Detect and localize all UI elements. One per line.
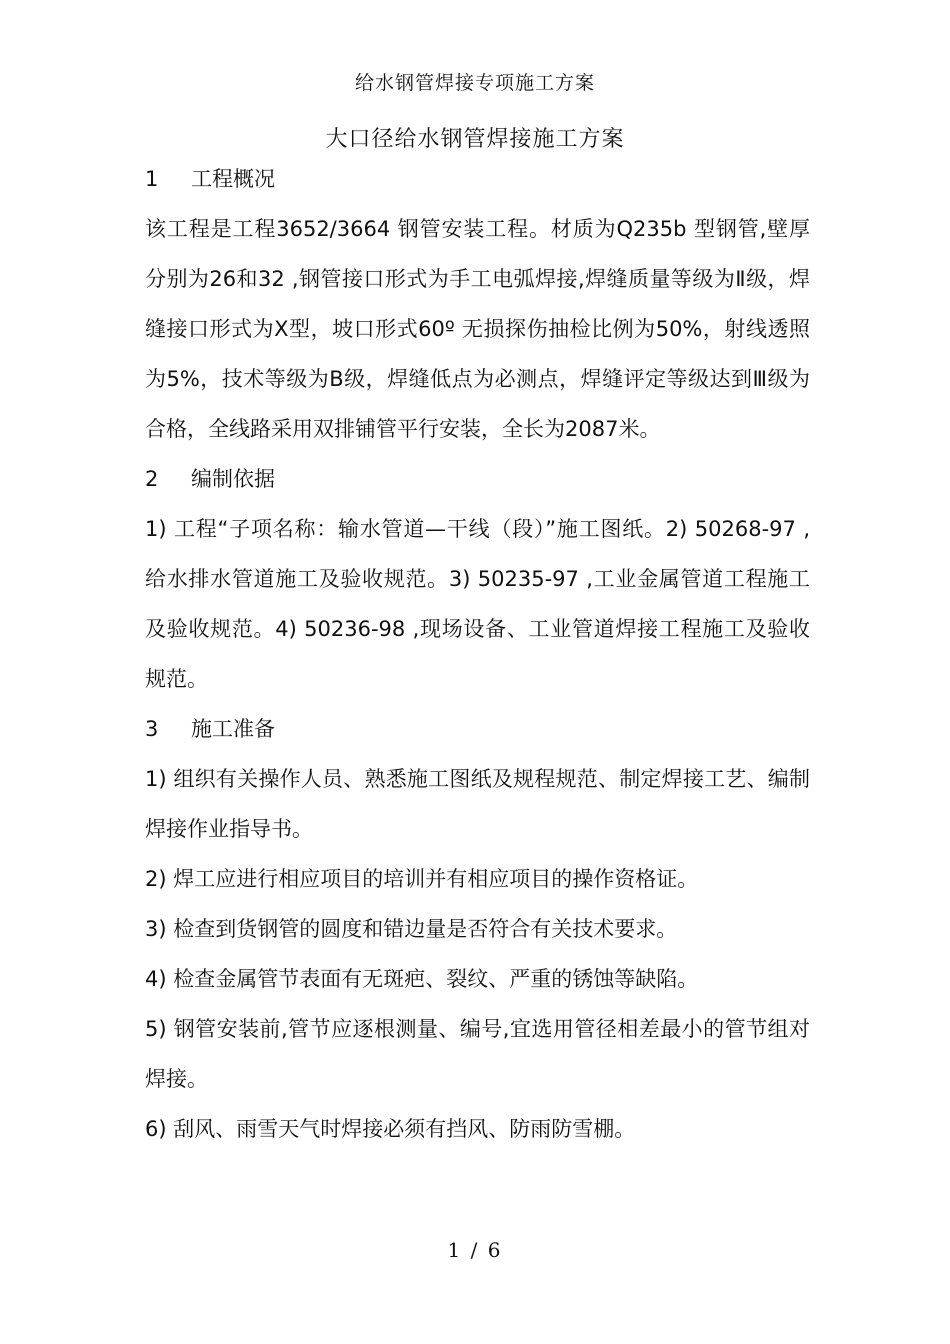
page-number: 1 / 6 (447, 1238, 503, 1262)
list-item: 5) 钢管安装前,管节应逐根测量、编号,宜选用管径相差最小的管节组对焊接。 (145, 1017, 810, 1091)
section-number: 3 (145, 717, 159, 741)
list-item: 6) 刮风、雨雪天气时焊接必须有挡风、防雨防雪棚。 (145, 1117, 636, 1141)
document-title: 大口径给水钢管焊接施工方案 (325, 127, 625, 152)
list-item: 3) 检查到货钢管的圆度和错边量是否符合有关技术要求。 (145, 917, 678, 941)
running-header: 给水钢管焊接专项施工方案 (354, 72, 595, 94)
paragraph: 该工程是工程3652/3664 钢管安装工程。材质为Q235b 型钢管,壁厚分别为26和32 ,钢管接口形式为手工电弧焊接,焊缝质量等级为Ⅱ级，焊缝接口形式为X型，坡口形式60º 无损探伤抽检比例为50%，射线透照为5%，技术等级为B级，焊缝低点为必测点，焊缝评定等级达到Ⅲ级为合格，全线路采用双排铺管平行安装，全长为2087米。 (145, 217, 810, 441)
paragraph: 1) 工程“子项名称：输水管道—干线（段）”施工图纸。2) 50268-97 ,给水排水管道施工及验收规范。3) 50235-97 ,工业金属管道工程施工及验收规范。4) 50236-98 ,现场设备、工业管道焊接工程施工及验收规范。 (145, 517, 810, 691)
section-heading-text: 编制依据 (191, 467, 275, 491)
list-item: 2) 焊工应进行相应项目的培训并有相应项目的操作资格证。 (145, 867, 699, 891)
section-number: 1 (145, 167, 159, 191)
section-heading-text: 工程概况 (191, 167, 275, 191)
section-heading-2 (145, 454, 810, 504)
list-item: 4) 检查金属管节表面有无斑疤、裂纹、严重的锈蚀等缺陷。 (145, 967, 699, 991)
section-number: 2 (145, 467, 159, 491)
section-heading-text: 施工准备 (191, 717, 275, 741)
list-item: 1) 组织有关操作人员、熟悉施工图纸及规程规范、制定焊接工艺、编制焊接作业指导书。 (145, 767, 810, 841)
section-heading-3 (145, 704, 810, 754)
section-heading-1 (145, 154, 810, 204)
document-body (145, 154, 810, 1154)
